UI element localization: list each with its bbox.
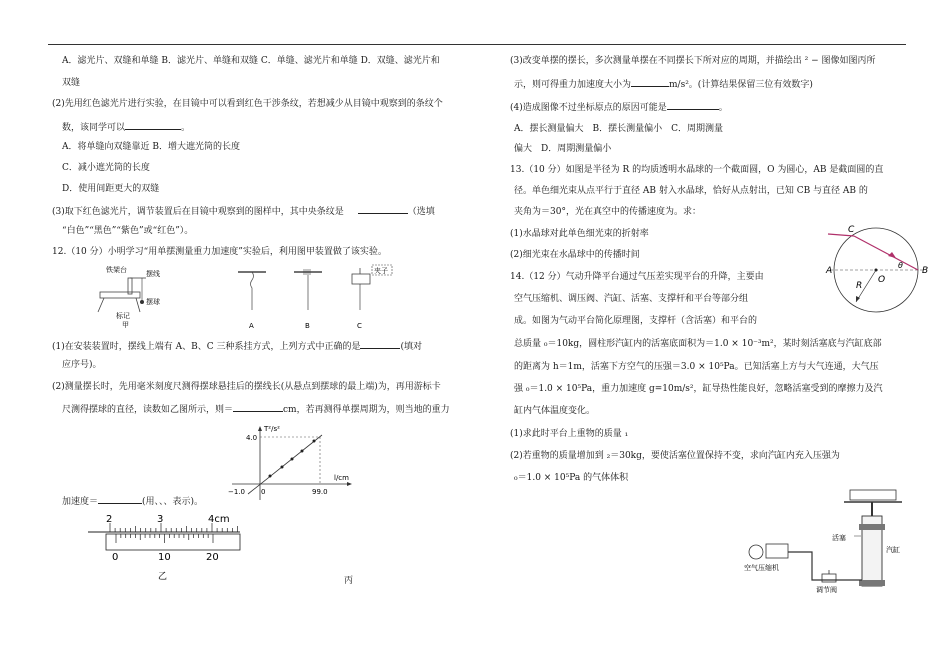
q13-part1: (1)水晶球对此单色细光束的折射率 bbox=[510, 229, 649, 239]
q12-part2: (2)测量摆长时，先用毫米刻度尺测得摆球悬挂后的摆线长(从悬点到摆球的最上端)为，再用游标卡 bbox=[52, 382, 441, 392]
circle-label-theta: θ bbox=[898, 261, 903, 270]
label-piston: 活塞 bbox=[832, 534, 846, 542]
q12-part1: (1)在安装装置时，摆线上端有 A、B、C 三种系挂方式，上列方式中正确的是 (填对 bbox=[52, 337, 422, 356]
label-c: C bbox=[357, 322, 362, 330]
label-string: 摆线 bbox=[146, 270, 160, 278]
label-b: B bbox=[305, 322, 310, 330]
figure-abc bbox=[232, 266, 392, 330]
q11-part3: (3)取下红色滤光片，调节装置后在目镜中观察到的图样中，其中央条纹是 （选填 bbox=[52, 202, 435, 221]
graph-x-tick: 99.0 bbox=[312, 488, 328, 496]
caption-yi: 乙 bbox=[158, 572, 168, 582]
q14-line3: 成。如图为气动平台简化原理图，支撑杆（含活塞）和平台的 bbox=[514, 316, 758, 326]
label-clip: 夹子 bbox=[374, 267, 388, 275]
q11-part2: (2)先用红色滤光片进行实验，在目镜中可以看到红色干涉条纹，若想减少从目镜中观察到的条纹个 bbox=[52, 99, 443, 109]
circle-label-r: R bbox=[856, 281, 863, 291]
q14-line6: 强 ₀＝1.0 × 10⁵Pa，重力加速度 g=10m/s²，缸导热性能良好，忽略活塞受到的摩擦力及汽 bbox=[514, 384, 883, 394]
main-label-2: 2 bbox=[106, 514, 113, 525]
q12-part2-g: 加速度＝ (用、、、表示)。 bbox=[62, 492, 203, 511]
q12-part1-cont: 应序号)。 bbox=[62, 360, 102, 370]
circle-label-c: C bbox=[848, 225, 855, 235]
q12-part3-cont: 示，则可得重力加速度大小为 m/s²。(计算结果保留三位有效数字) bbox=[514, 75, 813, 94]
label-a: A bbox=[249, 322, 254, 330]
circle-label-b: B bbox=[922, 266, 929, 276]
q12-heading: 12.（10 分）小明学习“用单摆测量重力加速度”实验后，利用图甲装置做了该实验。 bbox=[52, 247, 387, 257]
main-label-3: 3 bbox=[157, 514, 164, 525]
q12-part2-cont: 尺测得摆球的直径，读数如乙图所示，则＝ cm，若再测得单摆周期为，则当地的重力 bbox=[62, 400, 450, 419]
q12-blank-1[interactable] bbox=[360, 337, 400, 349]
q14-line1: 14.（12 分）气动升降平台通过气压差实现平台的升降，主要由 bbox=[510, 272, 764, 282]
circle-label-a: A bbox=[826, 266, 833, 276]
label-compressor: 空气压缩机 bbox=[744, 564, 779, 572]
graph-xlabel: l/cm bbox=[334, 474, 349, 482]
q14-part2: (2)若重物的质量增加到 ₂＝30kg，要使活塞位置保持不变，求向汽缸内充入压强为 bbox=[510, 451, 840, 461]
figure-pneumatic-platform bbox=[742, 486, 908, 592]
q13-line1: 13.（10 分）如图是半径为 R 的均质透明水晶球的一个截面圆，O 为圆心，AB 是截面圆的直 bbox=[510, 165, 884, 175]
q14-line2: 空气压缩机、调压阀、汽缸、活塞、支撑杆和平台等部分组 bbox=[514, 294, 749, 304]
figure-jia bbox=[92, 264, 158, 328]
q12-part4-options: A．摆长测量偏大 B．摆长测量偏小 C．周期测量 bbox=[514, 124, 724, 134]
q12-part4: (4)造成图像不过坐标原点的原因可能是 。 bbox=[510, 98, 728, 117]
label-cylinder: 汽缸 bbox=[886, 546, 900, 554]
q12-part4-options-cont: 偏大 D．周期测量偏小 bbox=[514, 144, 612, 154]
q12-blank-g-value[interactable] bbox=[631, 75, 669, 87]
q12-part3: (3)改变单摆的摆长，多次测量单摆在不同摆长下所对应的周期，并描绘出 ² − 图像如图丙所 bbox=[510, 56, 876, 66]
q14-line4: 总质量 ₀＝10kg，圆柱形汽缸内的活塞底面积为＝1.0 × 10⁻³m²，某时刻活塞底与汽缸底部 bbox=[514, 339, 882, 349]
q13-line2: 径。单色细光束从点平行于直径 AB 射入水晶球，恰好从点射出，已知 CB 与直径 AB 的 bbox=[514, 186, 868, 196]
q11-options-cont: 双缝 bbox=[62, 78, 81, 88]
q11-option-d: D．使用间距更大的双缝 bbox=[62, 184, 160, 194]
q11-part2-cont: 数，该同学可以 。 bbox=[62, 118, 190, 137]
q12-blank-d[interactable] bbox=[233, 400, 283, 412]
q14-line5: 的距离为 h＝1m，活塞下方空气的压强＝3.0 × 10⁵Pa。已知活塞上方与大气连通，大气压 bbox=[514, 362, 879, 372]
figure-graph-bing bbox=[228, 422, 358, 502]
figure-crystal-ball bbox=[826, 222, 932, 314]
q13-line3: 夹角为＝30°，光在真空中的传播速度为。求： bbox=[514, 207, 701, 217]
q11-option-a: A．将单缝向双缝靠近 B．增大遮光筒的长度 bbox=[62, 142, 240, 152]
q14-part2-cont: ₀＝1.0 × 10⁵Pa 的气体体积 bbox=[514, 473, 629, 483]
q11-blank-3[interactable] bbox=[358, 202, 408, 214]
q13-part2: (2)细光束在水晶球中的传播时间 bbox=[510, 250, 640, 260]
vernier-scale-ticks bbox=[116, 534, 213, 543]
vernier-label-20: 20 bbox=[206, 552, 219, 563]
label-mark: 标记 bbox=[116, 312, 130, 320]
main-label-4: 4cm bbox=[208, 514, 230, 525]
circle-label-o: O bbox=[878, 275, 886, 285]
q11-blank-2[interactable] bbox=[125, 118, 181, 130]
label-valve: 调节阀 bbox=[816, 586, 837, 594]
graph-y-tick: 4.0 bbox=[246, 434, 258, 442]
q14-line7: 缸内气体温度变化。 bbox=[514, 406, 596, 416]
q11-part3-cont: “白色”“黑色”“紫色”或“红色”）。 bbox=[62, 226, 194, 236]
vernier-label-0: 0 bbox=[112, 552, 119, 563]
label-iron-stand: 铁架台 bbox=[106, 266, 127, 274]
graph-ylabel: T²/s² bbox=[264, 425, 280, 433]
figure-vernier-yi bbox=[84, 510, 244, 582]
label-bob: 摆球 bbox=[146, 298, 160, 306]
header-rule bbox=[48, 44, 906, 45]
q14-part1: (1)求此时平台上重物的质量 ₁ bbox=[510, 429, 629, 439]
vernier-label-10: 10 bbox=[158, 552, 171, 563]
caption-bing: 丙 bbox=[344, 576, 354, 586]
q11-option-c: C．减小遮光筒的长度 bbox=[62, 163, 150, 173]
caption-jia: 甲 bbox=[122, 321, 129, 329]
q11-options: A．滤光片、双缝和单缝 B．滤光片、单缝和双缝 C．单缝、滤光片和单缝 D．双缝、滤光片和 bbox=[62, 56, 440, 66]
q12-blank-g[interactable] bbox=[98, 492, 142, 504]
graph-origin: 0 bbox=[261, 488, 266, 496]
graph-xneg-tick: −1.0 bbox=[228, 488, 245, 496]
q12-blank-4[interactable] bbox=[667, 98, 719, 110]
